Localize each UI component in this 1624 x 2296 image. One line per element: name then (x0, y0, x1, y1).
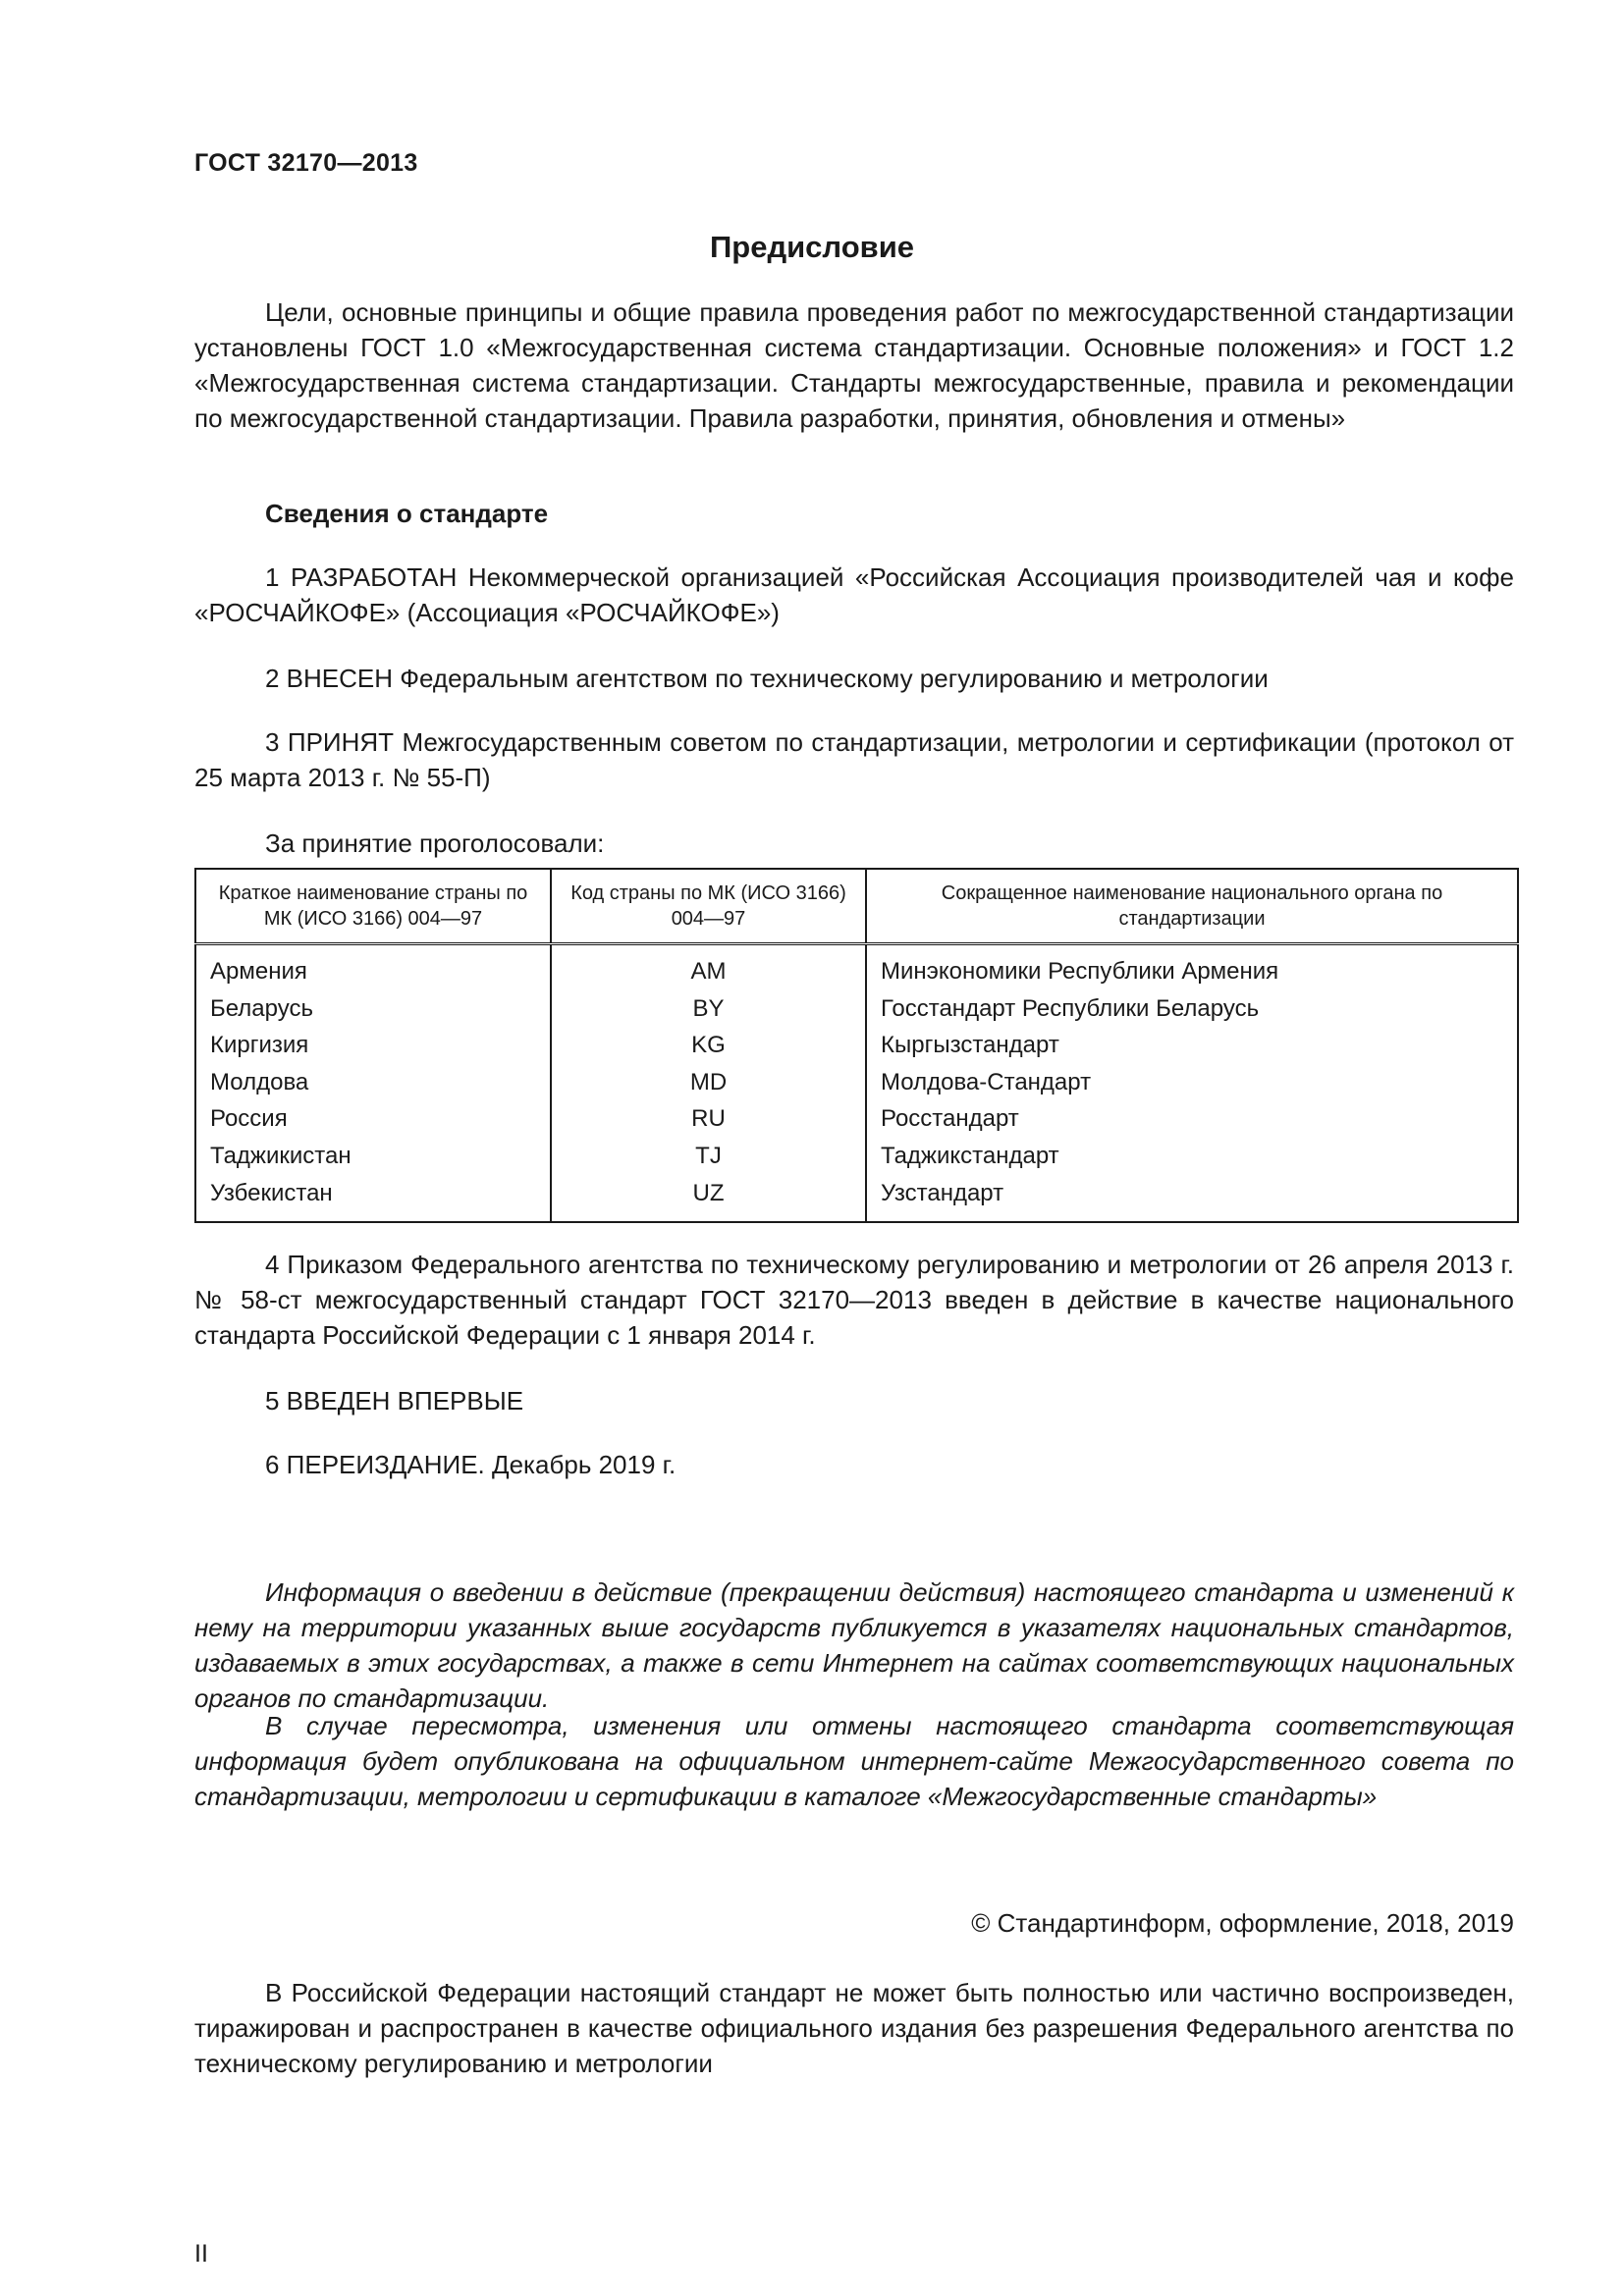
country-code: TJ (551, 1138, 866, 1175)
standards-body: Молдова-Стандарт (866, 1064, 1518, 1101)
table-row (195, 1100, 1518, 1138)
country-name: Таджикистан (210, 1142, 352, 1169)
notice-paragraph-1: Информация о введении в действие (прекращении действия) настоящего стандарта и изменений к нему на территории указанных выше государств публикуется в указателях национальных стандартов, издаваемых в этих государствах, а также в сети Интернет на сайтах соответствующих национальных органов по стандартизации. (194, 1577, 1514, 1713)
item-order: 4 Приказом Федерального агентства по техническому регулированию и метрологии от 26 апреля 2013 г. № 58-ст межгосударственный стандарт ГОСТ 32170—2013 введен в действие в качестве национального стандарта Российской Федерации с 1 января 2014 г. (194, 1250, 1514, 1350)
rights-paragraph: В Российской Федерации настоящий стандарт не может быть полностью или частично воспроизведен, тиражирован и распространен в качестве официального издания без разрешения Федерального агентства по техническому регулированию и метрологии (194, 1978, 1514, 2078)
header-body: Сокращенное наименование национального органа по стандартизации (866, 869, 1518, 944)
page-number: II (194, 2240, 208, 2268)
table-row (195, 1138, 1518, 1175)
intro-paragraph: Цели, основные принципы и общие правила проведения работ по межгосударственной стандартизации установлены ГОСТ 1.0 «Межгосударственная система стандартизации. Основные положения» и ГОСТ 1.2 «Межгосударственная система стандартизации. Стандарты межгосударственные, правила и рекомендации по межгосударственной стандартизации. Правила разработки, принятия, обновления и отмены» (194, 297, 1514, 433)
copyright-line: © Стандартинформ, оформление, 2018, 2019 (971, 1908, 1514, 1938)
country-code: BY (551, 990, 866, 1028)
country-code: RU (551, 1100, 866, 1138)
country-name: Беларусь (210, 994, 313, 1022)
country-code: KG (551, 1027, 866, 1064)
country-code: MD (551, 1064, 866, 1101)
standards-body: Узстандарт (866, 1175, 1518, 1223)
standards-body: Росстандарт (866, 1100, 1518, 1138)
item-reissue: 6 ПЕРЕИЗДАНИЕ. Декабрь 2019 г. (265, 1450, 677, 1479)
item-developed: 1 РАЗРАБОТАН Некоммерческой организацией «Российская Ассоциация производителей чая и кофе «РОСЧАЙКОФЕ» (Ассоциация «РОСЧАЙКОФЕ») (194, 562, 1514, 627)
header-country: Краткое наименование страны по МК (ИСО 3166) 004—97 (218, 882, 528, 930)
table-row (195, 944, 1518, 990)
table-row (195, 1175, 1518, 1223)
table-row (195, 1027, 1518, 1064)
item-adopted: 3 ПРИНЯТ Межгосударственным советом по стандартизации, метрологии и сертификации (протокол от 25 марта 2013 г. № 55-П) (194, 727, 1514, 792)
table-row (195, 1064, 1518, 1101)
standards-body: Кыргызстандарт (866, 1027, 1518, 1064)
standards-body: Таджикстандарт (866, 1138, 1518, 1175)
notice-paragraph-2: В случае пересмотра, изменения или отмены настоящего стандарта соответствующая информация будет опубликована на официальном интернет-сайте Межгосударственного совета по стандартизации, метрологии и сертификации в каталоге «Межгосударственные стандарты» (194, 1711, 1514, 1811)
country-code: UZ (551, 1175, 866, 1223)
standards-body: Госстандарт Республики Беларусь (866, 990, 1518, 1028)
country-name: Армения (210, 958, 307, 985)
country-name: Россия (210, 1105, 288, 1133)
header-code: Код страны по МК (ИСО 3166) 004—97 (551, 869, 866, 944)
country-name: Узбекистан (210, 1179, 333, 1206)
voted-label: За принятие проголосовали: (265, 828, 605, 858)
item-first-time: 5 ВВЕДЕН ВПЕРВЫЕ (265, 1386, 524, 1415)
voting-table (194, 868, 1519, 1223)
page-title: Предисловие (709, 230, 914, 264)
info-heading: Сведения о стандарте (265, 499, 549, 528)
document-code: ГОСТ 32170—2013 (194, 149, 418, 177)
country-name: Молдова (210, 1068, 309, 1095)
standards-body: Минэкономики Республики Армения (866, 944, 1518, 990)
table-row (195, 990, 1518, 1028)
table-header-row (195, 869, 1518, 944)
country-code: AM (551, 944, 866, 990)
country-name: Киргизия (210, 1032, 309, 1059)
item-introduced: 2 ВНЕСЕН Федеральным агентством по техническому регулированию и метрологии (265, 664, 1269, 693)
